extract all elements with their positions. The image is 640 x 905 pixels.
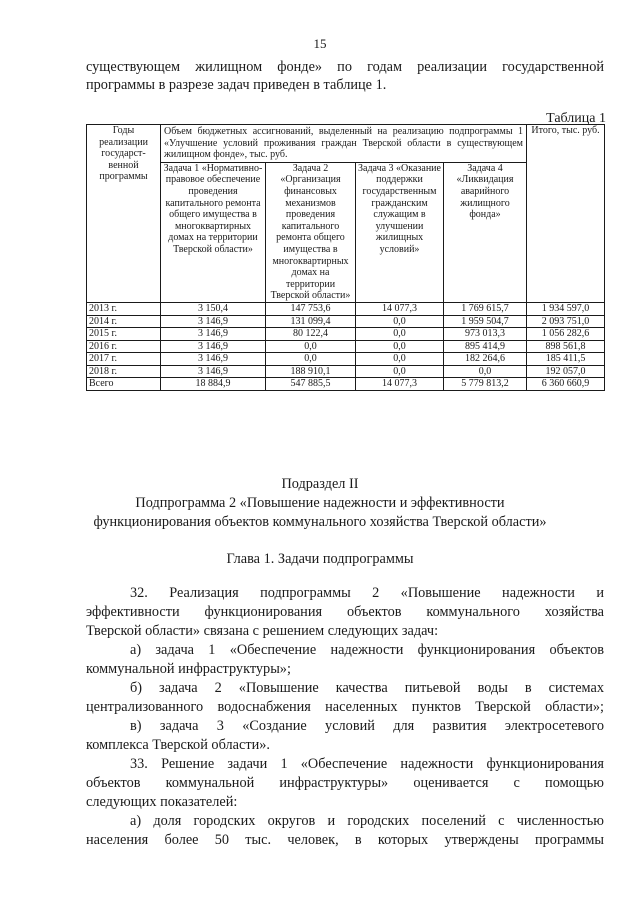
budget-table xyxy=(86,124,605,391)
cell-task-3: 0,0 xyxy=(356,315,444,328)
item-a-line-2: коммунальной инфраструктуры»; xyxy=(86,661,291,677)
table-caption: Таблица 1 xyxy=(546,111,606,126)
subprogram-title-line-2: функционирования объектов коммунального хозяйства Тверской области» xyxy=(93,514,547,530)
cell-task-1: 3 146,9 xyxy=(161,353,266,366)
cell-total: 2 093 751,0 xyxy=(527,315,605,328)
cell-task-1: 3 146,9 xyxy=(161,315,266,328)
cell-total: 185 411,5 xyxy=(527,353,605,366)
header-task-4: Задача 4 «Ликвидация аварийного жилищного фонда» xyxy=(444,162,527,302)
table-header-row xyxy=(87,125,605,163)
intro-line-2: программы в разрезе задач приведен в таблице 1. xyxy=(86,77,387,93)
cell-total: 6 360 660,9 xyxy=(527,378,605,391)
cell-task-4: 1 959 504,7 xyxy=(444,315,527,328)
cell-task-3: 0,0 xyxy=(356,353,444,366)
p32-line-2: эффективности функционирования объектов коммунального хозяйства xyxy=(86,604,604,620)
header-volume: Объем бюджетных ассигнований, выделенный на реализацию подпрограммы 1 «Улучшение условий проживания граждан Тверской области в существующем жилищном фонде», тыс. руб. xyxy=(161,125,527,163)
item-c-line-2: комплекса Тверской области». xyxy=(86,737,270,753)
cell-task-2: 0,0 xyxy=(266,353,356,366)
cell-year: 2016 г. xyxy=(87,340,161,353)
header-task-1: Задача 1 «Нормативно-правовое обеспечение проведения капитального ремонта общего имущества в многоквартирных домах на территории Тверской области» xyxy=(161,162,266,302)
cell-year: 2013 г. xyxy=(87,302,161,315)
cell-task-1: 18 884,9 xyxy=(161,378,266,391)
cell-task-3: 0,0 xyxy=(356,328,444,341)
cell-task-1: 3 146,9 xyxy=(161,328,266,341)
cell-task-4: 895 414,9 xyxy=(444,340,527,353)
header-task-3: Задача 3 «Оказание поддержки государственным гражданским служащим в улучшении жилищных условий» xyxy=(356,162,444,302)
cell-task-3: 14 077,3 xyxy=(356,378,444,391)
cell-task-2: 0,0 xyxy=(266,340,356,353)
p33a-line-1: а) доля городских округов и городских поселений с численностью xyxy=(130,813,604,829)
table-row xyxy=(87,302,605,315)
item-b-line-2: централизованного водоснабжения населенных пунктов Тверской области»; xyxy=(86,699,604,715)
item-b-line-1: б) задача 2 «Повышение качества питьевой воды в системах xyxy=(130,680,604,696)
cell-task-2: 147 753,6 xyxy=(266,302,356,315)
table-row xyxy=(87,315,605,328)
header-task-2: Задача 2 «Организация финансовых механизмов проведения капитального ремонта общего имущества в многоквартирных домах на территории Тверской области» xyxy=(266,162,356,302)
cell-task-1: 3 146,9 xyxy=(161,340,266,353)
subsection-title: Подраздел II xyxy=(281,476,359,492)
p33-line-2: объектов коммунальной инфраструктуры» оценивается с помощью xyxy=(86,775,604,791)
table-row xyxy=(87,328,605,341)
cell-task-4: 973 013,3 xyxy=(444,328,527,341)
p32-line-3: Тверской области» связана с решением следующих задач: xyxy=(86,623,439,639)
page-number: 15 xyxy=(313,36,327,51)
cell-task-4: 5 779 813,2 xyxy=(444,378,527,391)
cell-task-4: 0,0 xyxy=(444,365,527,378)
intro-line-1: существующем жилищном фонде» по годам реализации государственной xyxy=(86,59,604,75)
cell-total: 898 561,8 xyxy=(527,340,605,353)
cell-task-3: 0,0 xyxy=(356,340,444,353)
subprogram-title-line-1: Подпрограмма 2 «Повышение надежности и эффективности xyxy=(135,495,505,511)
cell-task-1: 3 150,4 xyxy=(161,302,266,315)
cell-year: Всего xyxy=(87,378,161,391)
cell-task-2: 547 885,5 xyxy=(266,378,356,391)
cell-task-2: 188 910,1 xyxy=(266,365,356,378)
item-c-line-1: в) задача 3 «Создание условий для развития электросетевого xyxy=(130,718,604,734)
cell-task-2: 131 099,4 xyxy=(266,315,356,328)
chapter-title: Глава 1. Задачи подпрограммы xyxy=(226,551,414,567)
cell-task-4: 1 769 615,7 xyxy=(444,302,527,315)
cell-task-2: 80 122,4 xyxy=(266,328,356,341)
p32-line-1: 32. Реализация подпрограммы 2 «Повышение надежности и xyxy=(130,585,604,601)
p33-line-1: 33. Решение задачи 1 «Обеспечение надежности функционирования xyxy=(130,756,604,772)
table-row xyxy=(87,340,605,353)
table-row-total xyxy=(87,378,605,391)
cell-total: 1 934 597,0 xyxy=(527,302,605,315)
cell-year: 2018 г. xyxy=(87,365,161,378)
cell-task-4: 182 264,6 xyxy=(444,353,527,366)
header-total: Итого, тыс. руб. xyxy=(527,125,605,303)
cell-year: 2017 г. xyxy=(87,353,161,366)
item-a-line-1: а) задача 1 «Обеспечение надежности функционирования объектов xyxy=(130,642,604,658)
p33-line-3: следующих показателей: xyxy=(86,794,238,810)
table-row xyxy=(87,365,605,378)
cell-task-3: 0,0 xyxy=(356,365,444,378)
header-years: Годы реализации государственной программы xyxy=(87,125,161,303)
cell-total: 192 057,0 xyxy=(527,365,605,378)
cell-year: 2015 г. xyxy=(87,328,161,341)
cell-task-1: 3 146,9 xyxy=(161,365,266,378)
cell-task-3: 14 077,3 xyxy=(356,302,444,315)
cell-year: 2014 г. xyxy=(87,315,161,328)
p33a-line-2: населения более 50 тыс. человек, в которых утверждены программы xyxy=(86,832,604,848)
cell-total: 1 056 282,6 xyxy=(527,328,605,341)
table-row xyxy=(87,353,605,366)
